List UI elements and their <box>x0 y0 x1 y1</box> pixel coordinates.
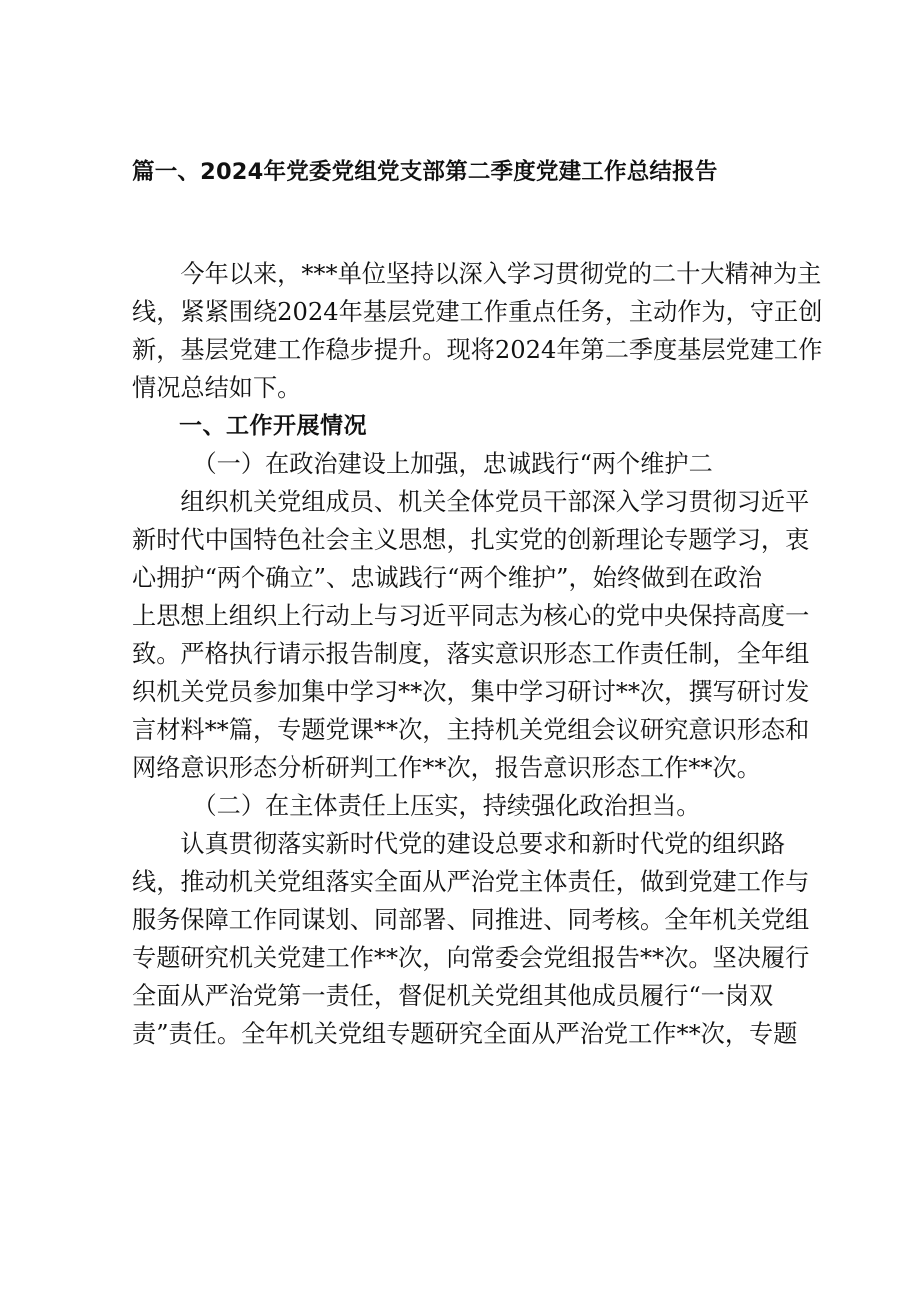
document-title: 篇一、2024年党委党组党支部第二季度党建工作总结报告 <box>132 159 718 185</box>
paragraph-line: 致。严格执行请示报告制度，落实意识形态工作责任制，全年组 <box>132 640 810 668</box>
paragraph-line: 上思想上组织上行动上与习近平同志为核心的党中央保持高度一 <box>132 602 810 630</box>
subsection-heading: （一）在政治建设上加强，忠诚践行“两个维护二 <box>132 450 713 478</box>
paragraph-line: 新，基层党建工作稳步提升。现将2024年第二季度基层党建工作 <box>132 336 823 364</box>
paragraph-line: 组织机关党组成员、机关全体党员干部深入学习贯彻习近平 <box>132 488 810 516</box>
paragraph-line: 线，紧紧围绕2024年基层党建工作重点任务，主动作为，守正创 <box>132 298 823 326</box>
paragraph-line: 言材料**篇，专题党课**次，主持机关党组会议研究意识形态和 <box>132 716 810 744</box>
paragraph-line: 心拥护“两个确立”、忠诚践行“两个维护”，始终做到在政治 <box>132 564 762 592</box>
paragraph-line: 情况总结如下。 <box>132 374 302 402</box>
paragraph-line: 责”责任。全年机关党组专题研究全面从严治党工作**次，专题 <box>132 1020 798 1048</box>
paragraph-line: 今年以来，***单位坚持以深入学习贯彻党的二十大精神为主 <box>132 260 822 288</box>
subsection-heading: （二）在主体责任上压实，持续强化政治担当。 <box>132 792 701 820</box>
paragraph-line: 服务保障工作同谋划、同部署、同推进、同考核。全年机关党组 <box>132 906 810 934</box>
paragraph-line: 认真贯彻落实新时代党的建设总要求和新时代党的组织路 <box>132 830 786 858</box>
document-body <box>132 255 823 1053</box>
section-heading: 一、工作开展情况 <box>132 413 367 439</box>
paragraph-line: 网络意识形态分析研判工作**次，报告意识形态工作**次。 <box>132 754 761 782</box>
paragraph-line: 新时代中国特色社会主义思想，扎实党的创新理论专题学习，衷 <box>132 526 810 554</box>
paragraph-line: 专题研究机关党建工作**次，向常委会党组报告**次。坚决履行 <box>132 944 810 972</box>
paragraph-line: 全面从严治党第一责任，督促机关党组其他成员履行“一岗双 <box>132 982 774 1010</box>
paragraph-line: 线，推动机关党组落实全面从严治党主体责任，做到党建工作与 <box>132 868 810 896</box>
paragraph-line: 织机关党员参加集中学习**次，集中学习研讨**次，撰写研讨发 <box>132 678 810 706</box>
